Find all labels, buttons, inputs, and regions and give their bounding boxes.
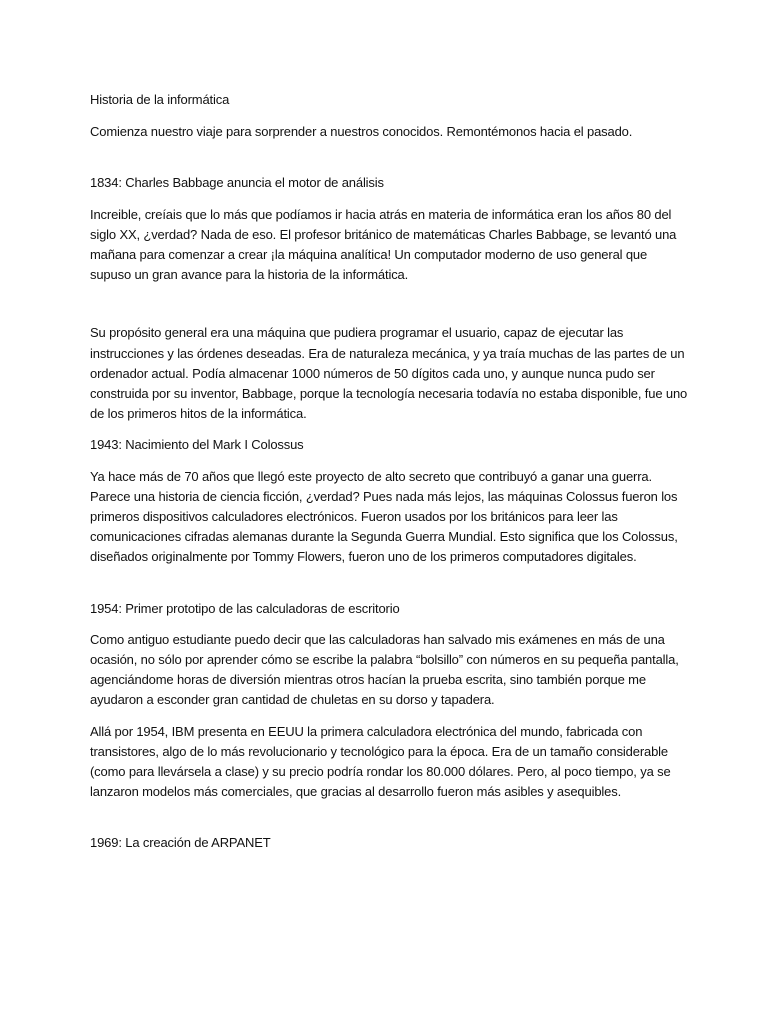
intro-paragraph: Comienza nuestro viaje para sorprender a nuestros conocidos. Remontémonos hacia el pasado. — [90, 124, 633, 140]
paragraph-babbage-1: Increible, creíais que lo más que podíamos ir hacia atrás en materia de informática eran los años 80 del siglo XX, ¿verdad? Nada de eso. El profesor británico de matemáticas Charles Babbage, se levantó una mañana para comenzar a crear ¡la máquina analítica! Un computador moderno de uso general que supuso un gran avance para la historia de la informática. — [90, 206, 677, 283]
paragraph-calculadoras-2: Allá por 1954, IBM presenta en EEUU la primera calculadora electrónica del mundo, fabricada con transistores, algo de lo más revolucionario y tecnológico para la época. Era de un tamaño considerable (como para llevársela a clase) y su precio podría rondar los 80.000 dólares. Pero, al poco tiempo, ya se lanzaron modelos más comerciales, que gracias al desarrollo fueron más asibles y asequibles. — [90, 723, 671, 800]
paragraph-calculadoras-1: Como antiguo estudiante puedo decir que las calculadoras han salvado mis exámenes en más de una ocasión, no sólo por aprender cómo se escribe la palabra “bolsillo” con números en su pequeña pantalla, agenciándome horas de diversión mientras otros hacían la prueba escrita, sino también porque me ayudaron a esconder gran cantidad de chuletas en su dorso y tapadera. — [90, 631, 679, 708]
paragraph-colossus: Ya hace más de 70 años que llegó este proyecto de alto secreto que contribuyó a ganar una guerra. Parece una historia de ciencia ficción, ¿verdad? Pues nada más lejos, las máquinas Colossus fueron los primeros dispositivos calculadores electrónicos. Fueron usados por los británicos para leer las comunicaciones cifradas alemanas durante la Segunda Guerra Mundial. Esto significa que los Colossus, diseñados originalmente por Tommy Flowers, fueron uno de los primeros computadores digitales. — [90, 468, 678, 565]
document-page — [90, 90, 690, 854]
section-heading-1834: 1834: Charles Babbage anuncia el motor de análisis — [90, 175, 384, 191]
document-title: Historia de la informática — [90, 92, 230, 107]
section-heading-1954: 1954: Primer prototipo de las calculadoras de escritorio — [90, 600, 400, 616]
section-heading-1943: 1943: Nacimiento del Mark I Colossus — [90, 437, 304, 453]
section-heading-1969: 1969: La creación de ARPANET — [90, 835, 271, 851]
paragraph-babbage-2: Su propósito general era una máquina que pudiera programar el usuario, capaz de ejecutar las instrucciones y las órdenes deseadas. Era de naturaleza mecánica, y ya traía muchas de las partes de un ordenador actual. Podía almacenar 1000 números de 50 dígitos cada uno, y aunque nunca pudo ser construida por su inventor, Babbage, porque la tecnología necesaria todavía no estaba disponible, fue uno de los primeros hitos de la informática. — [90, 325, 688, 422]
